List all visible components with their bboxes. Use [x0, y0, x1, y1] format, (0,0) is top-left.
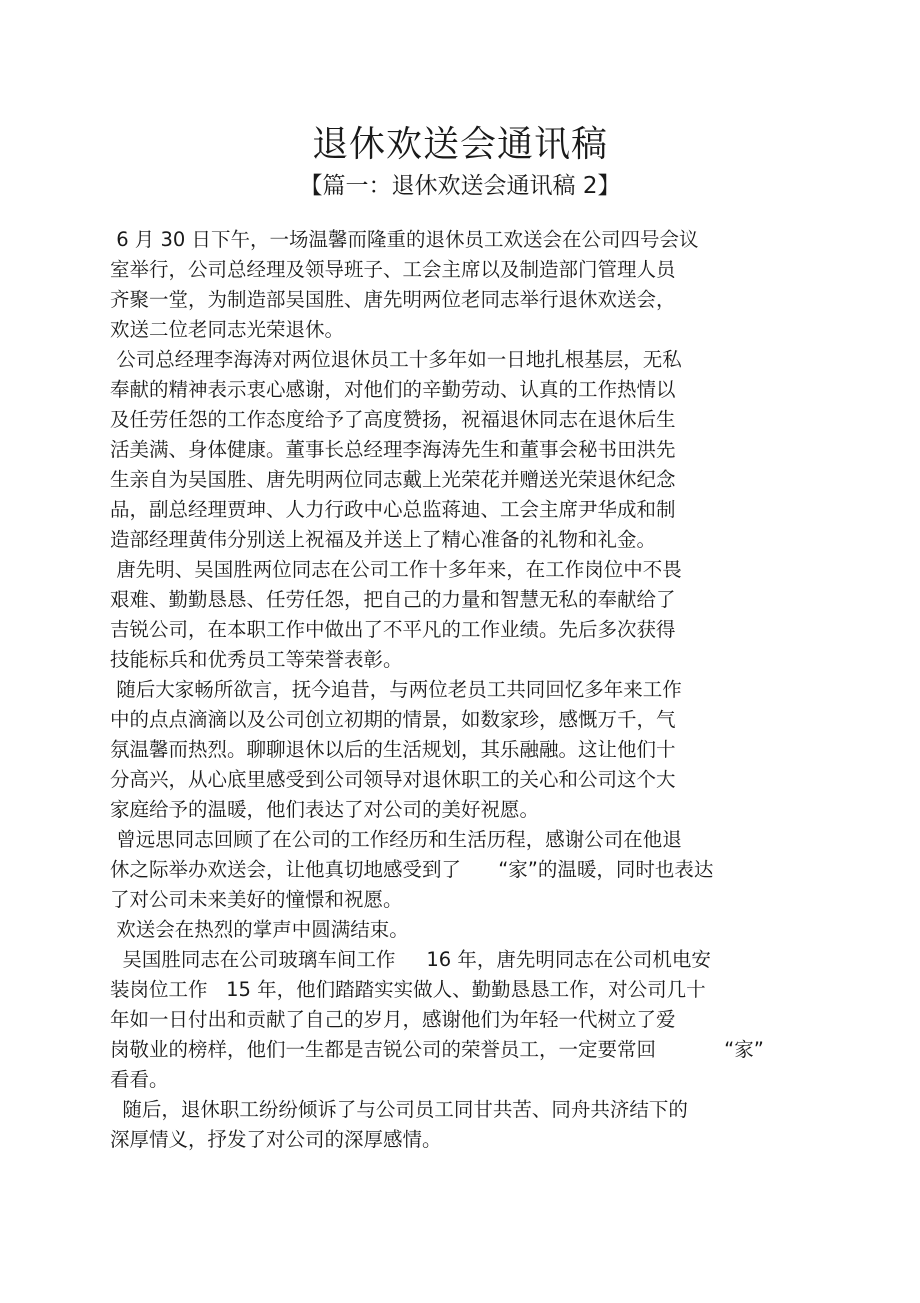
paragraph [110, 345, 830, 555]
paragraph-line: 随后，退休职工纷纷倾诉了与公司员工同甘共苦、同舟共济结下的 [110, 1098, 688, 1121]
paragraph-line: 中的点点滴滴以及公司创立初期的情景，如数家珍，感慨万千，气 [110, 708, 676, 731]
paragraph [110, 225, 830, 345]
paragraph-line: 齐聚一堂，为制造部吴国胜、唐先明两位老同志举行退休欢送会， [110, 288, 676, 311]
paragraph-line: 6 月 30 日下午，一场温馨而隆重的退休员工欢送会在公司四号会议 [110, 228, 699, 251]
paragraph-line: 了对公司未来美好的憧憬和祝愿。 [110, 888, 403, 911]
paragraph-line: 看看。 [110, 1068, 169, 1091]
paragraph-line: 技能标兵和优秀员工等荣誉表彰。 [110, 648, 403, 671]
paragraph-line: 欢送二位老同志光荣退休。 [110, 318, 345, 341]
paragraph [110, 675, 830, 825]
paragraph-line: 氛温馨而热烈。聊聊退休以后的生活规划，其乐融融。这让他们十 [110, 738, 676, 761]
paragraph-line: 及任劳任怨的工作态度给予了高度赞扬，祝福退休同志在退休后生 [110, 408, 676, 431]
paragraph [110, 1095, 830, 1155]
paragraph-line: 随后大家畅所欲言，抚今追昔，与两位老员工共同回忆多年来工作 [110, 678, 682, 701]
paragraph-line: 年如一日付出和贡献了自己的岁月，感谢他们为年轻一代树立了爱 [110, 1008, 676, 1031]
paragraph-line: 休之际举办欢送会，让他真切地感受到了 “家”的温暖，同时也表达 [110, 858, 714, 881]
paragraph [110, 945, 830, 1095]
paragraph-line: 岗敬业的榜样，他们一生都是吉锐公司的荣誉员工，一定要常回 “家” [110, 1038, 764, 1061]
paragraph [110, 825, 830, 915]
paragraph-line: 艰难、勤勤恳恳、任劳任怨，把自己的力量和智慧无私的奉献给了 [110, 588, 676, 611]
paragraph-line: 品，副总经理贾珅、人力行政中心总监蒋迪、工会主席尹华成和制 [110, 498, 676, 521]
paragraph-line: 活美满、身体健康。董事长总经理李海涛先生和董事会秘书田洪先 [110, 438, 676, 461]
document-body [110, 225, 830, 1155]
document-title: 退休欢送会通讯稿 [311, 124, 608, 165]
paragraph-line: 家庭给予的温暖，他们表达了对公司的美好祝愿。 [110, 798, 540, 821]
paragraph-line: 室举行，公司总经理及领导班子、工会主席以及制造部门管理人员 [110, 258, 676, 281]
paragraph-line: 欢送会在热烈的掌声中圆满结束。 [110, 918, 409, 941]
paragraph-line: 生亲自为吴国胜、唐先明两位同志戴上光荣花并赠送光荣退休纪念 [110, 468, 676, 491]
paragraph [110, 555, 830, 675]
paragraph-line: 装岗位工作 15 年，他们踏踏实实做人、勤勤恳恳工作，对公司几十 [110, 978, 706, 1001]
paragraph-line: 分高兴，从心底里感受到公司领导对退休职工的关心和公司这个大 [110, 768, 676, 791]
paragraph-line: 深厚情义，抒发了对公司的深厚感情。 [110, 1128, 442, 1151]
paragraph-line: 曾远思同志回顾了在公司的工作经历和生活历程，感谢公司在他退 [110, 828, 682, 851]
paragraph-line: 吉锐公司，在本职工作中做出了不平凡的工作业绩。先后多次获得 [110, 618, 676, 641]
paragraph-line: 唐先明、吴国胜两位同志在公司工作十多年来，在工作岗位中不畏 [110, 558, 682, 581]
paragraph-line: 奉献的精神表示衷心感谢，对他们的辛勤劳动、认真的工作热情以 [110, 378, 676, 401]
paragraph-line: 公司总经理李海涛对两位退休员工十多年如一日地扎根基层，无私 [110, 348, 682, 371]
paragraph [110, 915, 830, 945]
paragraph-line: 造部经理黄伟分别送上祝福及并送上了精心准备的礼物和礼金。 [110, 528, 657, 551]
document-subtitle: 【篇一：退休欢送会通讯稿 2】 [299, 173, 621, 199]
paragraph-line: 吴国胜同志在公司玻璃车间工作 16 年，唐先明同志在公司机电安 [110, 948, 711, 971]
